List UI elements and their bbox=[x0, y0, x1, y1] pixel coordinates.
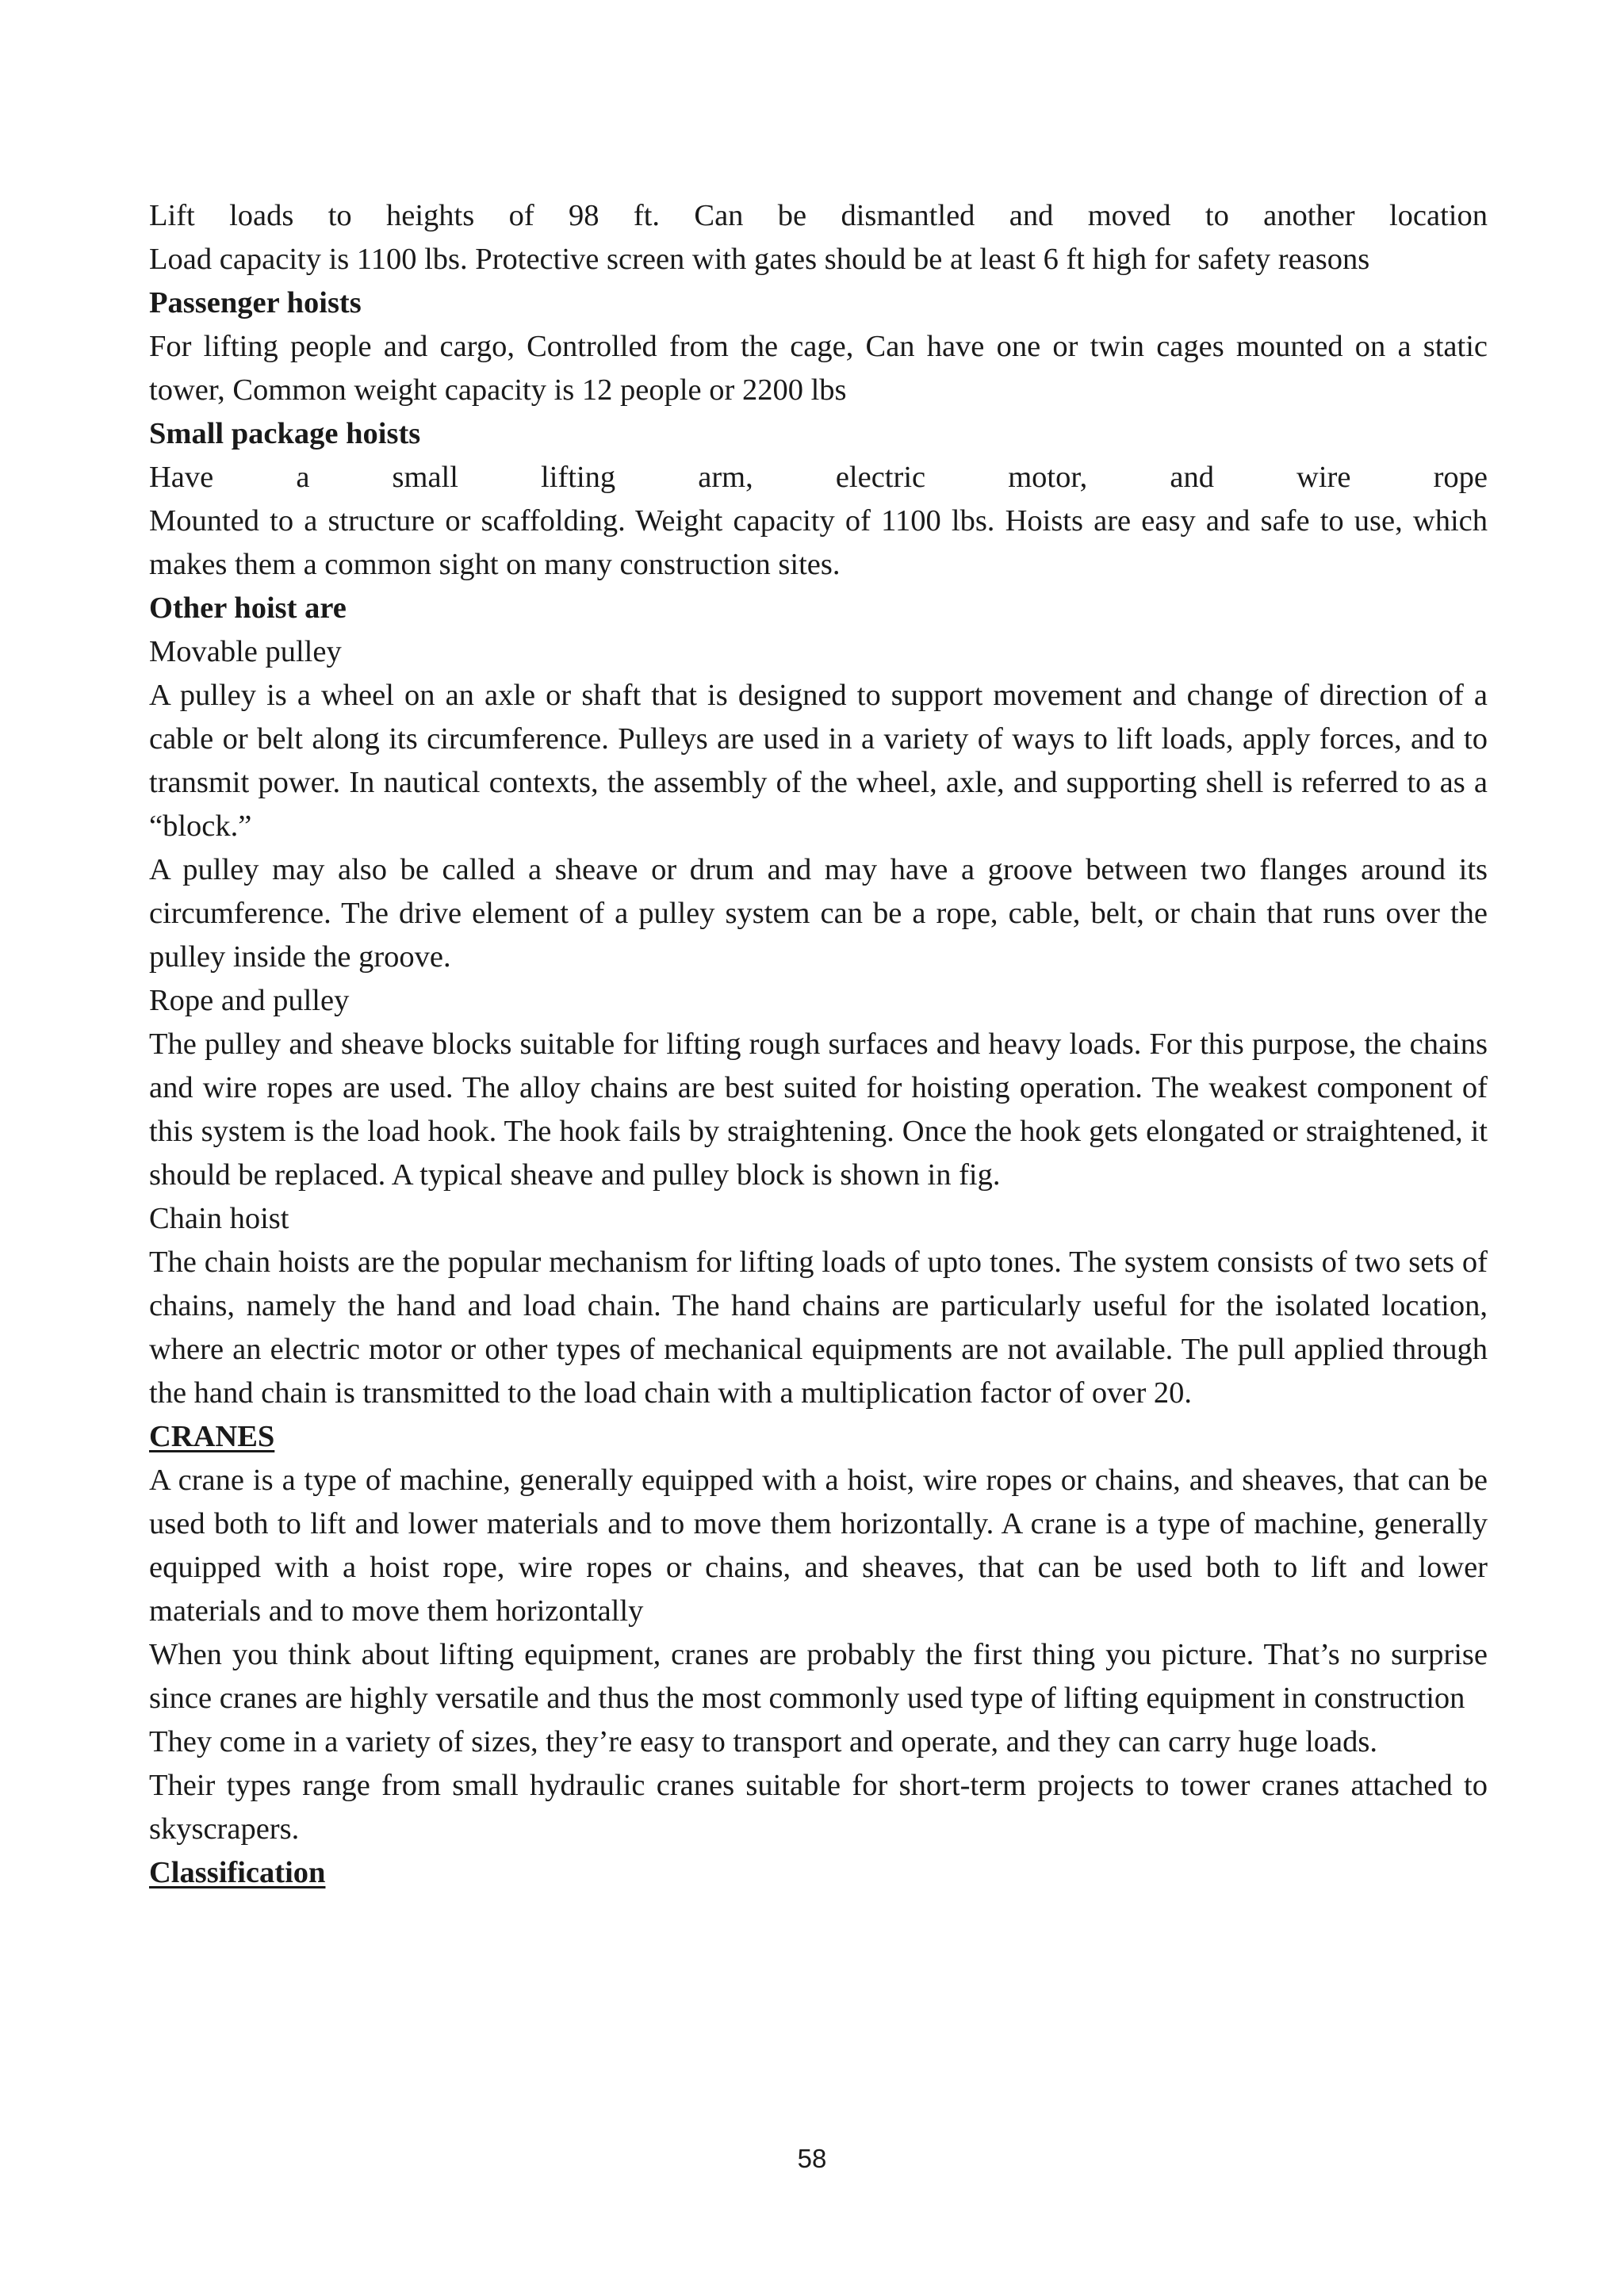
subheading-chain-hoist: Chain hoist bbox=[149, 1202, 289, 1235]
paragraph-rope-and-pulley: The pulley and sheave blocks suitable for lifting rough surfaces and heavy loads. For this purpose, the chains and wire ropes are used. The alloy chains are best suited for hoisting operation. The weakest component of this system is the load hook. The hook fails by straightening. Once the hook gets elongated or straightened, it should be replaced. A typical sheave and pulley block is shown in fig. bbox=[149, 1027, 1488, 1192]
paragraph-movable-pulley-2: A pulley may also be called a sheave or drum and may have a groove between two flanges around its circumference. The drive element of a pulley system can be a rope, cable, belt, or chain that runs over the pulley inside the groove. bbox=[149, 853, 1488, 974]
paragraph-cranes-4: Their types range from small hydraulic cranes suitable for short-term projects to tower cranes attached to skyscrapers. bbox=[149, 1769, 1488, 1846]
small-package-line-1: Have a small lifting arm, electric motor, and wire rope bbox=[149, 461, 1488, 494]
heading-cranes: CRANES bbox=[149, 1420, 275, 1453]
intro-line-1: Lift loads to heights of 98 ft. Can be dismantled and moved to another location bbox=[149, 199, 1488, 232]
page-body bbox=[149, 194, 1488, 1895]
heading-passenger-hoists: Passenger hoists bbox=[149, 286, 362, 320]
subheading-rope-and-pulley: Rope and pulley bbox=[149, 984, 350, 1017]
subheading-movable-pulley: Movable pulley bbox=[149, 635, 342, 668]
paragraph-passenger-hoists: For lifting people and cargo, Controlled from the cage, Can have one or twin cages mounted on a static tower, Common weight capacity is 12 people or 2200 lbs bbox=[149, 330, 1488, 407]
paragraph-movable-pulley-1: A pulley is a wheel on an axle or shaft that is designed to support movement and change of direction of a cable or belt along its circumference. Pulleys are used in a variety of ways to lift loads, apply forces, and to transmit power. In nautical contexts, the assembly of the wheel, axle, and supporting shell is referred to as a “block.” bbox=[149, 679, 1488, 843]
paragraph-chain-hoist: The chain hoists are the popular mechanism for lifting loads of upto tones. The system consists of two sets of chains, namely the hand and load chain. The hand chains are particularly useful for the isolated location, where an electric motor or other types of mechanical equipments are not available. The pull applied through the hand chain is transmitted to the load chain with a multiplication factor of over 20. bbox=[149, 1246, 1488, 1410]
paragraph-cranes-2: When you think about lifting equipment, cranes are probably the first thing you picture. That’s no surprise since cranes are highly versatile and thus the most commonly used type of lifting equipment in construction bbox=[149, 1638, 1488, 1715]
paragraph-cranes-3: They come in a variety of sizes, they’re easy to transport and operate, and they can carry huge loads. bbox=[149, 1725, 1378, 1758]
heading-other-hoists: Other hoist are bbox=[149, 591, 347, 625]
paragraph-small-package-hoists: Mounted to a structure or scaffolding. Weight capacity of 1100 lbs. Hoists are easy and safe to use, which makes them a common sight on many construction sites. bbox=[149, 504, 1488, 581]
intro-line-2: Load capacity is 1100 lbs. Protective screen with gates should be at least 6 ft high for safety reasons bbox=[149, 243, 1370, 276]
paragraph-cranes-1: A crane is a type of machine, generally equipped with a hoist, wire ropes or chains, and sheaves, that can be used both to lift and lower materials and to move them horizontally. A crane is a type of machine, generally equipped with a hoist rope, wire ropes or chains, and sheaves, that can be used both to lift and lower materials and to move them horizontally bbox=[149, 1464, 1488, 1628]
heading-classification: Classification bbox=[149, 1856, 326, 1889]
heading-small-package-hoists: Small package hoists bbox=[149, 417, 421, 450]
page-number: 58 bbox=[797, 2144, 827, 2173]
